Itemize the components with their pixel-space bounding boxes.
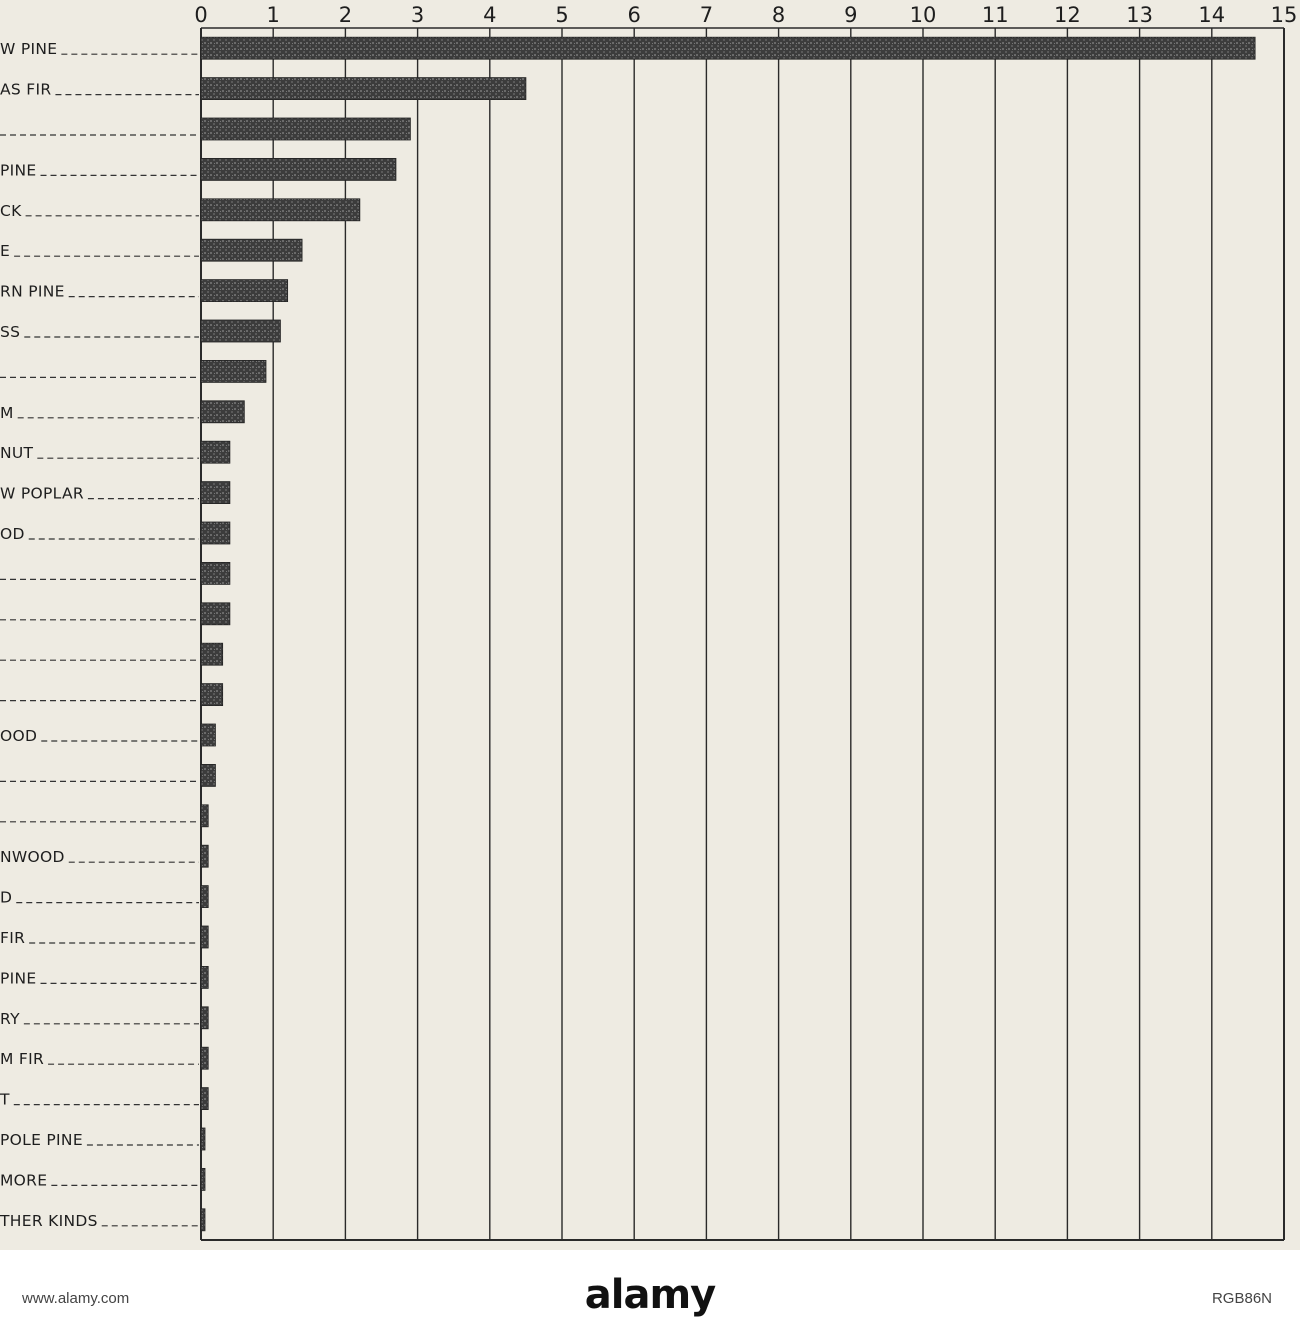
x-axis-ticks bbox=[194, 3, 1297, 27]
bar-16 bbox=[201, 684, 223, 706]
category-label-6: RN PINE bbox=[0, 282, 65, 301]
x-tick-label-15: 15 bbox=[1270, 3, 1298, 27]
category-label-22: FIR bbox=[0, 929, 26, 947]
bar-6 bbox=[201, 280, 288, 302]
category-label-21: D bbox=[0, 888, 13, 907]
bar-1 bbox=[201, 78, 526, 100]
bar-10 bbox=[201, 441, 230, 463]
bar-12 bbox=[201, 522, 230, 544]
category-label-12: OD bbox=[0, 525, 25, 543]
bar-26 bbox=[201, 1088, 208, 1110]
bar-24 bbox=[201, 1007, 208, 1029]
bar-13 bbox=[201, 562, 230, 584]
bar-20 bbox=[201, 845, 208, 867]
x-tick-label-8: 8 bbox=[771, 3, 786, 27]
bar-23 bbox=[201, 966, 208, 988]
category-label-11: W POPLAR bbox=[0, 484, 84, 503]
category-label-4: CK bbox=[0, 201, 22, 220]
bar-29 bbox=[201, 1209, 205, 1231]
category-label-17: OOD bbox=[0, 727, 38, 745]
watermark-logo: alamy bbox=[584, 1272, 716, 1318]
bar-28 bbox=[201, 1168, 205, 1190]
category-label-23: PINE bbox=[0, 969, 37, 988]
bar-11 bbox=[201, 482, 230, 504]
category-label-7: SS bbox=[0, 323, 21, 341]
bar-0 bbox=[201, 37, 1255, 59]
x-tick-label-10: 10 bbox=[909, 3, 937, 27]
watermark-image-id: RGB86N bbox=[1211, 1290, 1272, 1307]
watermark-url: www.alamy.com bbox=[22, 1290, 130, 1307]
x-tick-label-9: 9 bbox=[844, 3, 858, 27]
watermark-band bbox=[0, 1250, 1300, 1340]
bar-21 bbox=[201, 886, 208, 908]
x-tick-label-2: 2 bbox=[338, 3, 353, 27]
category-label-9: M bbox=[0, 403, 14, 422]
x-tick-label-13: 13 bbox=[1126, 3, 1153, 27]
category-label-0: W PINE bbox=[0, 40, 58, 59]
category-label-24: RY bbox=[0, 1009, 20, 1028]
bar-14 bbox=[201, 603, 230, 625]
x-tick-label-0: 0 bbox=[194, 3, 208, 27]
category-label-26: T bbox=[0, 1090, 10, 1109]
category-label-1: AS FIR bbox=[0, 80, 52, 99]
bar-15 bbox=[201, 643, 223, 665]
bar-9 bbox=[201, 401, 244, 423]
category-labels bbox=[0, 40, 199, 1230]
bar-7 bbox=[201, 320, 280, 342]
bar-19 bbox=[201, 805, 208, 827]
category-label-28: MORE bbox=[0, 1171, 48, 1190]
bar-3 bbox=[201, 158, 396, 180]
bar-22 bbox=[201, 926, 208, 948]
bar-5 bbox=[201, 239, 302, 261]
bar-27 bbox=[201, 1128, 205, 1150]
x-tick-label-6: 6 bbox=[627, 3, 641, 27]
bar-8 bbox=[201, 360, 266, 382]
bar-17 bbox=[201, 724, 215, 746]
grid-lines bbox=[201, 28, 1284, 1240]
category-label-3: PINE bbox=[0, 161, 37, 180]
category-label-5: E bbox=[0, 242, 11, 261]
category-label-25: M FIR bbox=[0, 1050, 45, 1069]
x-tick-label-3: 3 bbox=[410, 3, 425, 27]
bar-2 bbox=[201, 118, 410, 140]
x-tick-label-7: 7 bbox=[699, 3, 714, 27]
x-tick-label-11: 11 bbox=[981, 3, 1009, 27]
x-tick-label-5: 5 bbox=[555, 3, 569, 27]
x-tick-label-14: 14 bbox=[1198, 3, 1226, 27]
bar-25 bbox=[201, 1047, 208, 1069]
bar-18 bbox=[201, 764, 215, 786]
x-tick-label-4: 4 bbox=[483, 3, 497, 27]
category-label-27: POLE PINE bbox=[0, 1131, 83, 1149]
category-label-10: NUT bbox=[0, 444, 34, 463]
category-label-29: THER KINDS bbox=[0, 1211, 98, 1230]
bars bbox=[201, 37, 1255, 1231]
x-tick-label-1: 1 bbox=[266, 3, 280, 27]
bar-4 bbox=[201, 199, 360, 221]
category-label-20: NWOOD bbox=[0, 848, 65, 867]
x-tick-label-12: 12 bbox=[1054, 3, 1081, 27]
